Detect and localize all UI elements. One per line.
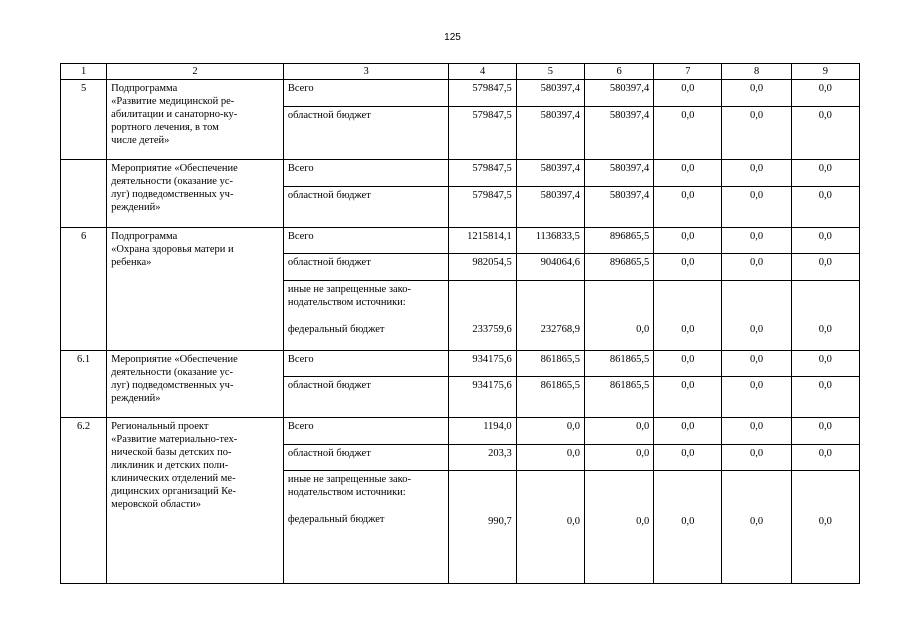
value-cell: 0,0 [654, 106, 722, 159]
value-cell: 0,0 [791, 280, 859, 350]
value-cell: 580397,4 [516, 160, 584, 187]
row-number: 5 [61, 80, 107, 160]
value-cell: 0,0 [791, 254, 859, 281]
value-cell: 904064,6 [516, 254, 584, 281]
value-cell: 580397,4 [516, 186, 584, 227]
funding-source: областной бюджет [283, 106, 449, 159]
value-cell: 0,0 [654, 471, 722, 584]
value-cell: 0,0 [654, 254, 722, 281]
value-cell: 861865,5 [516, 377, 584, 418]
value-cell: 861865,5 [584, 350, 653, 377]
value-cell: 0,0 [722, 160, 791, 187]
funding-source-other [283, 471, 449, 584]
header-cell: 1 [61, 64, 107, 80]
value-cell: 0,0 [722, 280, 791, 350]
row-name: Мероприятие «Обеспечение деятельности (оказание ус- луг) подведомственных уч- реждений» [107, 350, 284, 418]
value-cell: 990,7 [449, 471, 516, 584]
value-cell: 0,0 [722, 227, 791, 254]
value-cell: 861865,5 [584, 377, 653, 418]
value-cell: 579847,5 [449, 160, 516, 187]
value-cell: 0,0 [722, 377, 791, 418]
header-row [61, 64, 860, 80]
value-cell: 934175,6 [449, 377, 516, 418]
funding-source-other [283, 280, 449, 350]
value-cell: 982054,5 [449, 254, 516, 281]
header-cell: 5 [516, 64, 584, 80]
value-cell: 580397,4 [516, 106, 584, 159]
row-number: 6 [61, 227, 107, 350]
value-cell: 0,0 [654, 80, 722, 107]
value-cell: 0,0 [722, 444, 791, 471]
value-cell: 580397,4 [584, 80, 653, 107]
value-cell: 1136833,5 [516, 227, 584, 254]
value-cell: 0,0 [722, 350, 791, 377]
header-cell: 9 [791, 64, 859, 80]
federal-budget-label: федеральный бюджет [287, 323, 385, 335]
federal-budget-label: федеральный бюджет [287, 514, 385, 526]
table-row [61, 227, 860, 254]
funding-source: Всего [283, 80, 449, 107]
value-cell: 0,0 [584, 471, 653, 584]
other-sources-label: иные не запрещенные зако- нодательством источники: [287, 283, 411, 308]
row-number: 6.2 [61, 418, 107, 584]
value-cell: 0,0 [722, 418, 791, 445]
value-cell: 0,0 [654, 444, 722, 471]
row-number [61, 160, 107, 228]
row-name: Мероприятие «Обеспечение деятельности (оказание ус- луг) подведомственных уч- реждений» [107, 160, 284, 228]
value-cell: 0,0 [584, 280, 653, 350]
value-cell: 896865,5 [584, 227, 653, 254]
table-row [61, 350, 860, 377]
header-cell: 6 [584, 64, 653, 80]
value-cell: 1215814,1 [449, 227, 516, 254]
funding-source: областной бюджет [283, 377, 449, 418]
value-cell: 0,0 [722, 186, 791, 227]
value-cell: 580397,4 [584, 106, 653, 159]
value-cell: 896865,5 [584, 254, 653, 281]
value-cell: 1194,0 [449, 418, 516, 445]
header-cell: 8 [722, 64, 791, 80]
row-name: Региональный проект «Развитие материально-тех- нической базы детских по- ликлиник и детских поли- клинических отделений ме- дицинских организаций Ке- меровской области» [107, 418, 284, 584]
table-row [61, 160, 860, 187]
value-cell: 0,0 [791, 227, 859, 254]
value-cell: 0,0 [722, 471, 791, 584]
value-cell: 0,0 [791, 80, 859, 107]
value-cell: 0,0 [791, 418, 859, 445]
value-cell: 0,0 [654, 160, 722, 187]
header-cell: 3 [283, 64, 449, 80]
value-cell: 0,0 [516, 444, 584, 471]
row-name: Подпрограмма «Охрана здоровья матери и ребенка» [107, 227, 284, 350]
funding-source: областной бюджет [283, 444, 449, 471]
value-cell: 0,0 [791, 444, 859, 471]
value-cell: 0,0 [654, 418, 722, 445]
value-cell: 233759,6 [449, 280, 516, 350]
value-cell: 580397,4 [584, 186, 653, 227]
other-sources-label: иные не запрещенные зако- нодательством источники: [287, 474, 411, 499]
value-cell: 0,0 [791, 471, 859, 584]
header-cell: 4 [449, 64, 516, 80]
value-cell: 0,0 [791, 160, 859, 187]
value-cell: 0,0 [791, 186, 859, 227]
value-cell: 203,3 [449, 444, 516, 471]
value-cell: 579847,5 [449, 186, 516, 227]
value-cell: 934175,6 [449, 350, 516, 377]
funding-source: Всего [283, 160, 449, 187]
funding-source: Всего [283, 227, 449, 254]
value-cell: 0,0 [584, 418, 653, 445]
value-cell: 0,0 [791, 377, 859, 418]
row-number: 6.1 [61, 350, 107, 418]
value-cell: 0,0 [654, 350, 722, 377]
table-row [61, 80, 860, 107]
value-cell: 0,0 [654, 227, 722, 254]
value-cell: 0,0 [654, 377, 722, 418]
page-number: 125 [444, 32, 461, 43]
table-row [61, 418, 860, 445]
value-cell: 580397,4 [584, 160, 653, 187]
value-cell: 861865,5 [516, 350, 584, 377]
value-cell: 0,0 [791, 106, 859, 159]
funding-source: Всего [283, 418, 449, 445]
value-cell: 0,0 [584, 444, 653, 471]
row-name: Подпрограмма «Развитие медицинской ре- абилитации и санаторно-ку- рортного лечения, в том числе детей» [107, 80, 284, 160]
value-cell: 0,0 [654, 280, 722, 350]
funding-source: Всего [283, 350, 449, 377]
funding-source: областной бюджет [283, 186, 449, 227]
value-cell: 232768,9 [516, 280, 584, 350]
value-cell: 579847,5 [449, 80, 516, 107]
header-cell: 2 [107, 64, 284, 80]
value-cell: 0,0 [791, 350, 859, 377]
header-cell: 7 [654, 64, 722, 80]
value-cell: 0,0 [516, 418, 584, 445]
value-cell: 579847,5 [449, 106, 516, 159]
value-cell: 0,0 [516, 471, 584, 584]
value-cell: 0,0 [722, 106, 791, 159]
value-cell: 0,0 [722, 254, 791, 281]
value-cell: 0,0 [722, 80, 791, 107]
funding-source: областной бюджет [283, 254, 449, 281]
value-cell: 580397,4 [516, 80, 584, 107]
value-cell: 0,0 [654, 186, 722, 227]
budget-table [60, 63, 860, 584]
